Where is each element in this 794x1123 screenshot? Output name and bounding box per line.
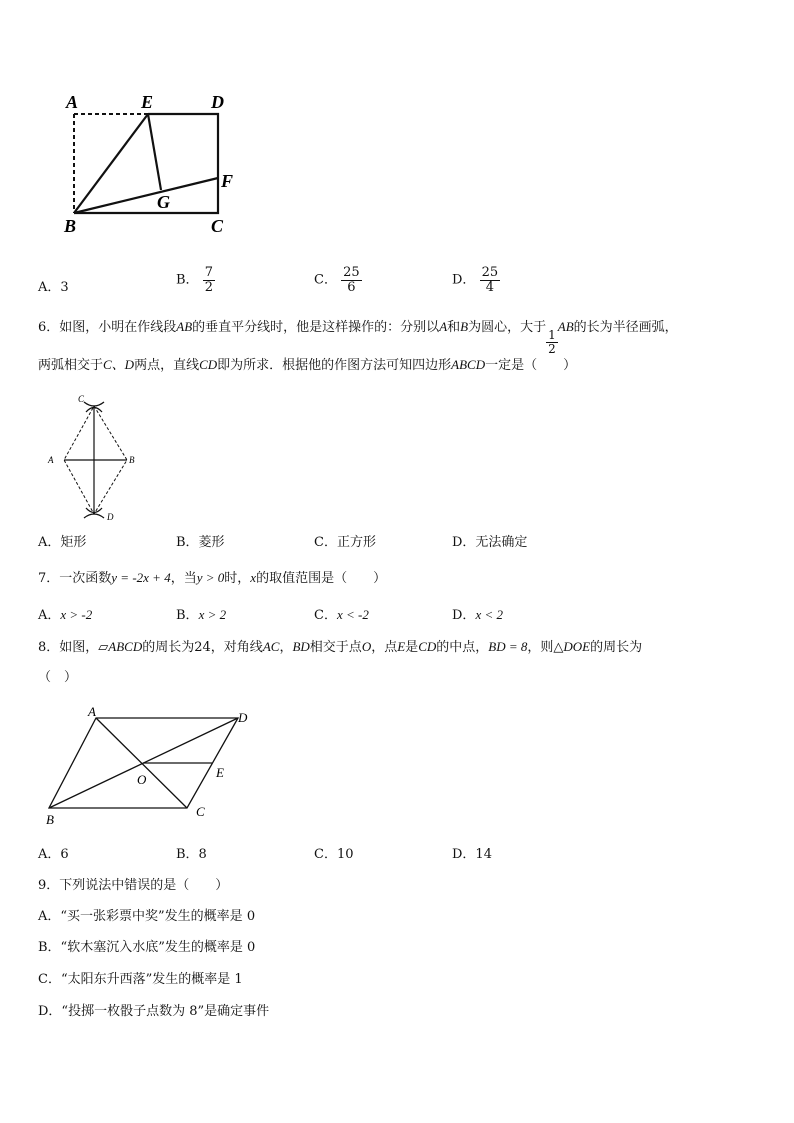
q5-option-a-value: 3 [60,280,69,295]
q6-stem-line-2: 两弧相交于C、D两点，直线CD即为所求．根据他的作图方法可知四边形ABCD一定是（ ） [38,357,577,373]
fig5-label-a: A [66,92,79,112]
q8-fig-label-a: A [88,704,96,719]
q5-option-c[interactable] [314,266,362,294]
q9-option-c[interactable]: C．“太阳东升西落”发生的概率是 1 [38,972,243,987]
q7-option-a[interactable]: A．x > -2 [38,607,93,623]
q5-option-b-fraction: $\frac{7}{2}$ [204,265,213,295]
q5-option-d-prefix: D． [452,272,476,288]
q6-option-c[interactable]: C．正方形 [314,535,376,550]
q6-fig-label-b: B [129,455,135,465]
fig5-label-c: C [211,216,224,236]
q5-option-a-prefix: A． [38,280,61,295]
q6-fig-label-d: D [107,512,114,522]
fig5-label-f: F [221,171,234,191]
q8-option-b[interactable]: B．8 [176,847,207,862]
q8-option-c[interactable]: C．10 [314,847,354,862]
q5-option-c-prefix: C． [314,272,337,288]
q6-option-a[interactable]: A．矩形 [38,535,87,550]
q8-fig-label-e: E [216,765,224,780]
q5-option-b[interactable] [176,266,215,294]
q8-fig-label-b: B [46,812,54,827]
q7-option-c[interactable]: C．x < -2 [314,607,369,623]
fig5-label-e: E [141,92,154,112]
fig5-label-b: B [64,216,77,236]
q6-figure [44,390,154,525]
q9-stem: 9．下列说法中错误的是（ ） [38,878,229,893]
q5-option-c-fraction: $\frac{25}{6}$ [343,265,360,295]
fig5-label-d: D [211,92,224,112]
q5-option-d[interactable] [452,266,500,294]
q6-fig-label-a: A [48,455,54,465]
q8-stem-line-2: （ ） [38,670,78,685]
q7-option-d[interactable]: D．x < 2 [452,607,503,623]
q8-option-d[interactable]: D．14 [452,847,492,862]
fig5-label-g: G [157,192,170,212]
q6-fig-label-c: C [78,394,85,404]
q6-option-d[interactable]: D．无法确定 [452,535,528,550]
q9-option-a[interactable]: A．“买一张彩票中奖”发生的概率是 0 [38,909,256,924]
q9-option-d[interactable]: D．“投掷一枚骰子点数为 8”是确定事件 [38,1004,270,1019]
q5-figure [60,88,250,238]
q8-stem-line-1: 8．如图，▱ABCD的周长为24，对角线AC，BD相交于点O，点E是CD的中点，BD = 8，则△DOE的周长为 [38,639,643,655]
q6-stem-line-1: 6．如图，小明在作线段AB的垂直平分线时，他是这样操作的：分别以A和B为圆心，大于 $\frac{1}{2}$ AB的长为半径画弧， [38,319,678,356]
q5-option-d-fraction: $\frac{25}{4}$ [481,265,499,295]
q5-option-a[interactable] [38,276,69,295]
q7-option-b[interactable]: B．x > 2 [176,607,227,623]
q8-figure [40,702,260,827]
q6-option-b[interactable]: B．菱形 [176,535,225,550]
q9-option-b[interactable]: B．“软木塞沉入水底”发生的概率是 0 [38,940,256,955]
q5-option-b-prefix: B． [176,272,199,288]
q8-fig-label-o: O [137,772,147,787]
q8-option-a[interactable]: A．6 [38,847,69,862]
q8-fig-label-d: D [238,710,248,725]
q7-stem: 7．一次函数y = -2x + 4，当y > 0时，x的取值范围是（ ） [38,570,387,586]
q8-fig-label-c: C [196,804,205,819]
